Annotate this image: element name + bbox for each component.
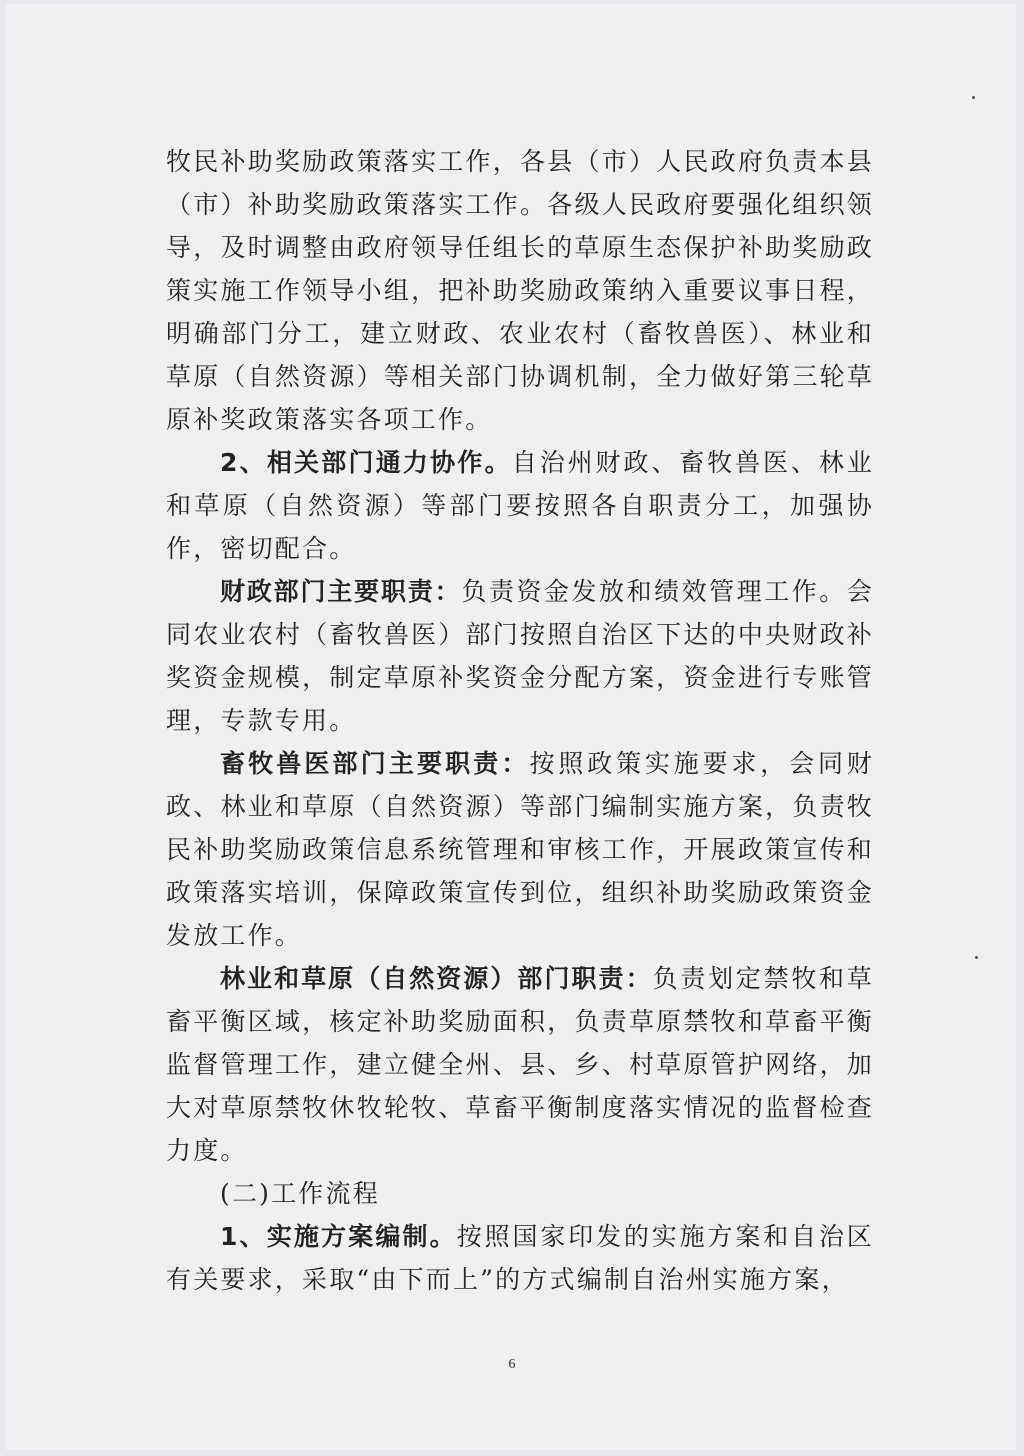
paragraph-4-heading: 畜牧兽医部门主要职责：: [220, 749, 530, 778]
document-body: [166, 140, 874, 1301]
page-number: 6: [508, 1357, 516, 1372]
paragraph-4-text: 按照政策实施要求，会同财政、林业和草原（自然资源）等部门编制实施方案，负责牧民补助奖励政策信息系统管理和审核工作，开展政策宣传和政策落实培训，保障政策宣传到位，组织补助奖励政策资金发放工作。: [166, 749, 874, 950]
section-heading-text: (二)工作流程: [220, 1179, 380, 1208]
paragraph-7-text: 按照国家印发的实施方案和自治区有关要求，采取“由下而上”的方式编制自治州实施方案，: [166, 1222, 874, 1294]
paragraph-4: [166, 742, 874, 957]
paragraph-3-heading: 财政部门主要职责：: [220, 577, 462, 606]
scan-speck-middle: [975, 956, 978, 959]
paragraph-2-text: 自治州财政、畜牧兽医、林业和草原（自然资源）等部门要按照各自职责分工，加强协作，密切配合。: [166, 448, 874, 563]
paragraph-7: [166, 1215, 874, 1301]
paragraph-3: [166, 570, 874, 742]
section-heading: [166, 1172, 874, 1215]
scan-speck-top: [972, 96, 975, 99]
paragraph-5-heading: 林业和草原（自然资源）部门职责：: [220, 964, 653, 993]
paragraph-2: [166, 441, 874, 570]
paragraph-5: [166, 957, 874, 1172]
paragraph-7-heading: 1、实施方案编制。: [220, 1222, 457, 1251]
paragraph-1-text: 牧民补助奖励政策落实工作，各县（市）人民政府负责本县（市）补助奖励政策落实工作。各级人民政府要强化组织领导，及时调整由政府领导任组长的草原生态保护补助奖励政策实施工作领导小组，把补助奖励政策纳入重要议事日程，明确部门分工，建立财政、农业农村（畜牧兽医）、林业和草原（自然资源）等相关部门协调机制，全力做好第三轮草原补奖政策落实各项工作。: [166, 147, 874, 434]
paragraph-1: [166, 140, 874, 441]
paragraph-3-text: 负责资金发放和绩效管理工作。会同农业农村（畜牧兽医）部门按照自治区下达的中央财政补奖资金规模，制定草原补奖资金分配方案，资金进行专账管理，专款专用。: [166, 577, 874, 735]
paragraph-5-text: 负责划定禁牧和草畜平衡区域，核定补助奖励面积，负责草原禁牧和草畜平衡监督管理工作，建立健全州、县、乡、村草原管护网络，加大对草原禁牧休牧轮牧、草畜平衡制度落实情况的监督检查力度。: [166, 964, 874, 1165]
paragraph-2-heading: 2、相关部门通力协作。: [220, 448, 512, 477]
